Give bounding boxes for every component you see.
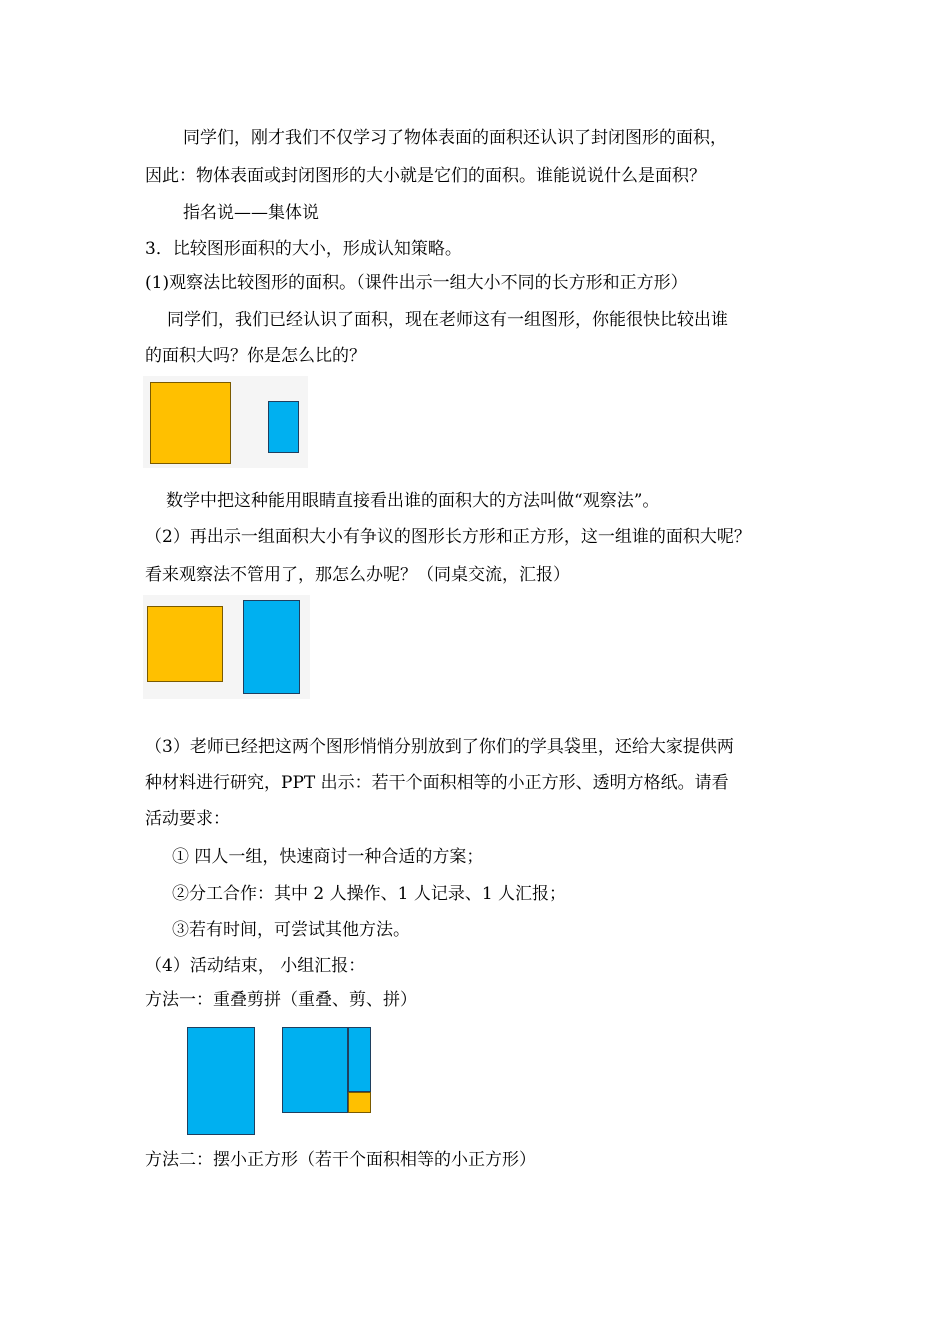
item1-title: (1)观察法比较图形的面积。（课件出示一组大小不同的长方形和正方形） <box>145 273 688 293</box>
figure-observe-shapes <box>143 376 308 468</box>
method1-text: 方法一：重叠剪拼（重叠、剪、拼） <box>145 990 417 1010</box>
item3-line3: 活动要求： <box>145 809 230 829</box>
requirement-3: ③若有时间，可尝试其他方法。 <box>172 920 410 940</box>
item2-line2: 看来观察法不管用了，那怎么办呢？（同桌交流，汇报） <box>145 565 570 585</box>
yellow-square-2 <box>147 606 223 682</box>
heading-3: 3．比较图形面积的大小，形成认知策略。 <box>145 239 462 259</box>
item1-text-line1: 同学们，我们已经认识了面积，现在老师这有一组图形，你能很快比较出谁 <box>167 310 728 330</box>
method2-text: 方法二：摆小正方形（若干个面积相等的小正方形） <box>145 1150 536 1170</box>
para1-line1: 同学们，刚才我们不仅学习了物体表面的面积还认识了封闭图形的面积， <box>183 128 727 148</box>
blue-rectangle-3 <box>187 1027 255 1135</box>
naming-line: 指名说——集体说 <box>183 203 319 223</box>
observe-method-text: 数学中把这种能用眼睛直接看出谁的面积大的方法叫做“观察法”。 <box>166 491 660 511</box>
figure-overlap-method <box>185 1025 375 1137</box>
para1-line2: 因此：物体表面或封闭图形的大小就是它们的面积。谁能说说什么是面积？ <box>145 166 706 186</box>
figure-ambiguous-shapes <box>143 595 310 699</box>
requirement-1: ① 四人一组，快速商讨一种合适的方案； <box>172 847 484 867</box>
requirement-2: ②分工合作：其中 2 人操作、1 人记录、1 人汇报； <box>172 884 567 904</box>
blue-square-3 <box>282 1027 348 1113</box>
yellow-remainder-piece <box>348 1092 371 1113</box>
item4-text: （4）活动结束， 小组汇报： <box>145 956 366 976</box>
item2-line1: （2）再出示一组面积大小有争议的图形长方形和正方形，这一组谁的面积大呢？ <box>145 527 751 547</box>
item3-line1: （3）老师已经把这两个图形悄悄分别放到了你们的学具袋里，还给大家提供两 <box>145 737 734 757</box>
blue-small-rectangle <box>268 401 299 453</box>
item3-line2: 种材料进行研究，PPT 出示：若干个面积相等的小正方形、透明方格纸。请看 <box>145 773 729 793</box>
blue-strip-cut <box>348 1027 371 1092</box>
blue-rectangle-2 <box>243 600 300 694</box>
item1-text-line2: 的面积大吗？你是怎么比的？ <box>145 346 366 366</box>
yellow-square <box>150 382 231 464</box>
